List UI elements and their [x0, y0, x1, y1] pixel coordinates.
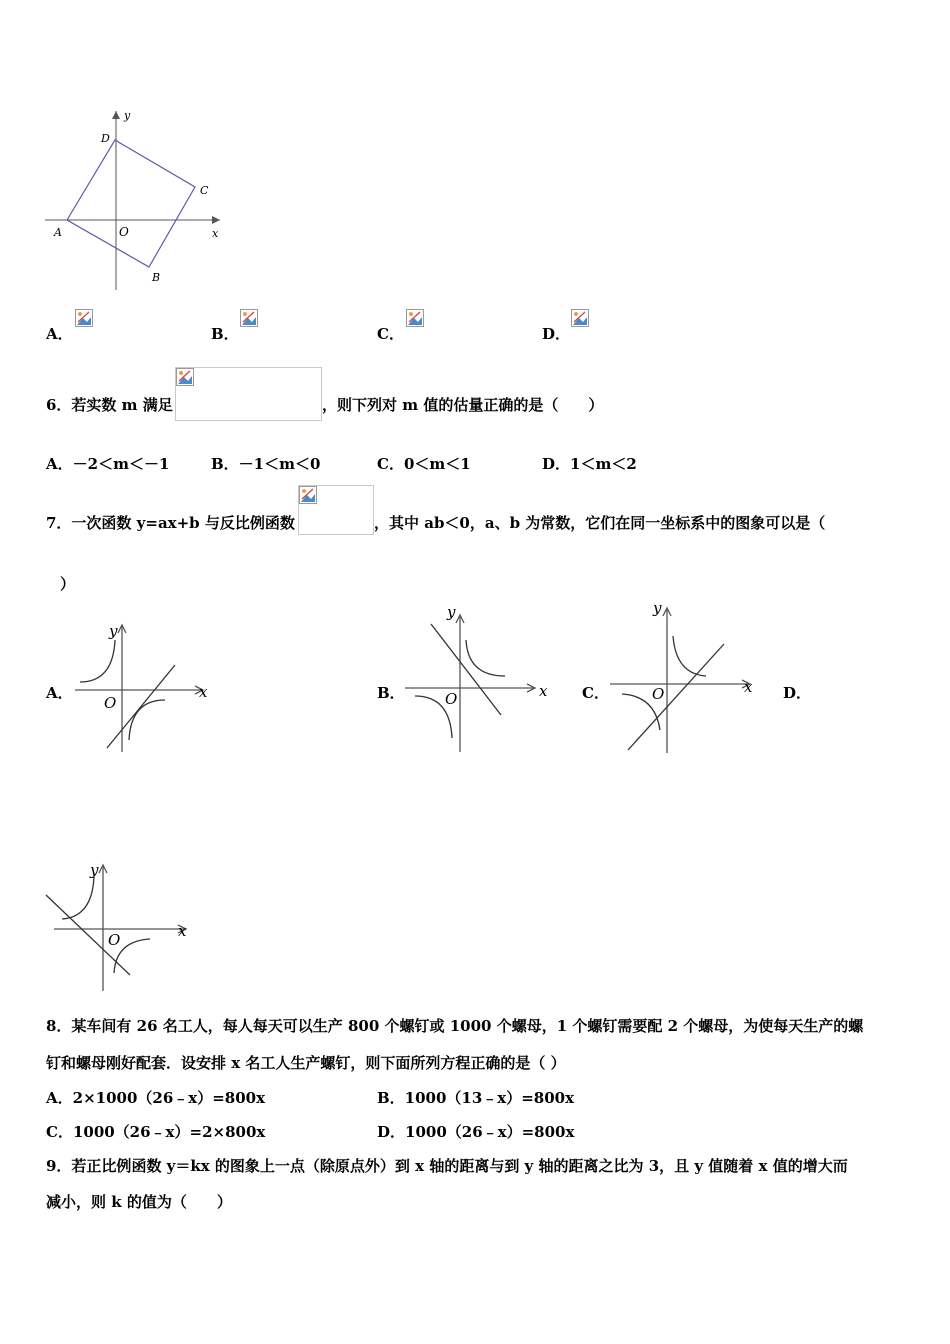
q8-stem-line1: 8．某车间有 26 名工人，每人每天可以生产 800 个螺钉或 1000 个螺母，1 个螺钉需要配 2 个螺母，为使每天生产的螺	[46, 1017, 864, 1035]
q8-option-a: A．2×1000（26﹣x）=800x	[46, 1089, 266, 1107]
broken-image-icon	[299, 486, 317, 504]
point-a-label: A	[54, 226, 62, 239]
svg-text:O: O	[108, 931, 121, 949]
q7-stem-end: ，其中 ab＜0，a、b 为常数，它们在同一坐标系中的图象可以是（	[374, 514, 826, 532]
svg-text:x: x	[178, 922, 187, 940]
q7-option-c-label: C．	[582, 684, 609, 702]
x-axis-label: x	[212, 227, 219, 240]
q9-stem-line1: 9．若正比例函数 y＝kx 的图象上一点（除原点外）到 x 轴的距离与到 y 轴的距离之比为 3，且 y 值随着 x 值的增大而	[46, 1157, 848, 1175]
svg-text:O: O	[445, 690, 458, 708]
q7-option-a-label: A．	[46, 684, 73, 702]
q7-graph-c	[600, 598, 760, 756]
q7-stem-start: 7．一次函数 y=ax+b 与反比例函数	[46, 514, 295, 532]
y-axis-label: y	[124, 109, 131, 122]
q5-option-c-label: C．	[377, 325, 404, 343]
q5-option-b-label: B．	[211, 325, 239, 343]
broken-image-icon	[176, 368, 194, 386]
q8-option-c: C．1000（26﹣x）=2×800x	[46, 1123, 266, 1141]
point-c-label: C	[200, 184, 209, 197]
svg-text:y: y	[109, 622, 118, 640]
svg-text:O: O	[104, 694, 117, 712]
svg-text:y: y	[653, 599, 662, 617]
q6-option-c: C．0＜m＜1	[377, 455, 471, 473]
q8-option-d: D．1000（26﹣x）=800x	[377, 1123, 575, 1141]
broken-image-icon	[571, 309, 589, 327]
q7-graph-d	[40, 855, 200, 995]
q7-graph-b	[395, 600, 555, 755]
svg-text:x: x	[199, 683, 208, 701]
broken-image-icon	[75, 309, 93, 327]
broken-image-icon	[406, 309, 424, 327]
q7-option-d-label: D．	[783, 684, 812, 702]
q7-option-b-label: B．	[377, 684, 405, 702]
q6-stem-end: ，则下列对 m 值的估量正确的是（ ）	[322, 396, 604, 414]
point-b-label: B	[152, 271, 161, 284]
q6-stem-start: 6．若实数 m 满足	[46, 396, 173, 414]
square-abcd-figure	[40, 105, 230, 295]
q5-option-a-label: A．	[46, 325, 73, 343]
broken-image-icon	[240, 309, 258, 327]
svg-text:O: O	[652, 685, 665, 703]
svg-text:y: y	[90, 861, 99, 879]
q7-stem-close: ）	[60, 575, 76, 593]
svg-text:y: y	[447, 603, 456, 621]
q5-option-d-label: D．	[542, 325, 571, 343]
q8-stem-line2: 钉和螺母刚好配套．设安排 x 名工人生产螺钉，则下面所列方程正确的是（ ）	[46, 1054, 566, 1072]
q8-option-b: B．1000（13﹣x）=800x	[377, 1089, 575, 1107]
origin-label: O	[119, 225, 129, 239]
svg-text:x: x	[744, 678, 753, 696]
point-d-label: D	[101, 132, 110, 145]
q6-option-b: B．－1＜m＜0	[211, 455, 321, 473]
q6-option-d: D．1＜m＜2	[542, 455, 637, 473]
q6-formula-image-frame	[175, 367, 322, 421]
q9-stem-line2: 减小，则 k 的值为（ ）	[46, 1193, 232, 1211]
q6-option-a: A．－2＜m＜－1	[46, 455, 170, 473]
q7-graph-a	[65, 620, 215, 755]
svg-text:x: x	[539, 682, 548, 700]
